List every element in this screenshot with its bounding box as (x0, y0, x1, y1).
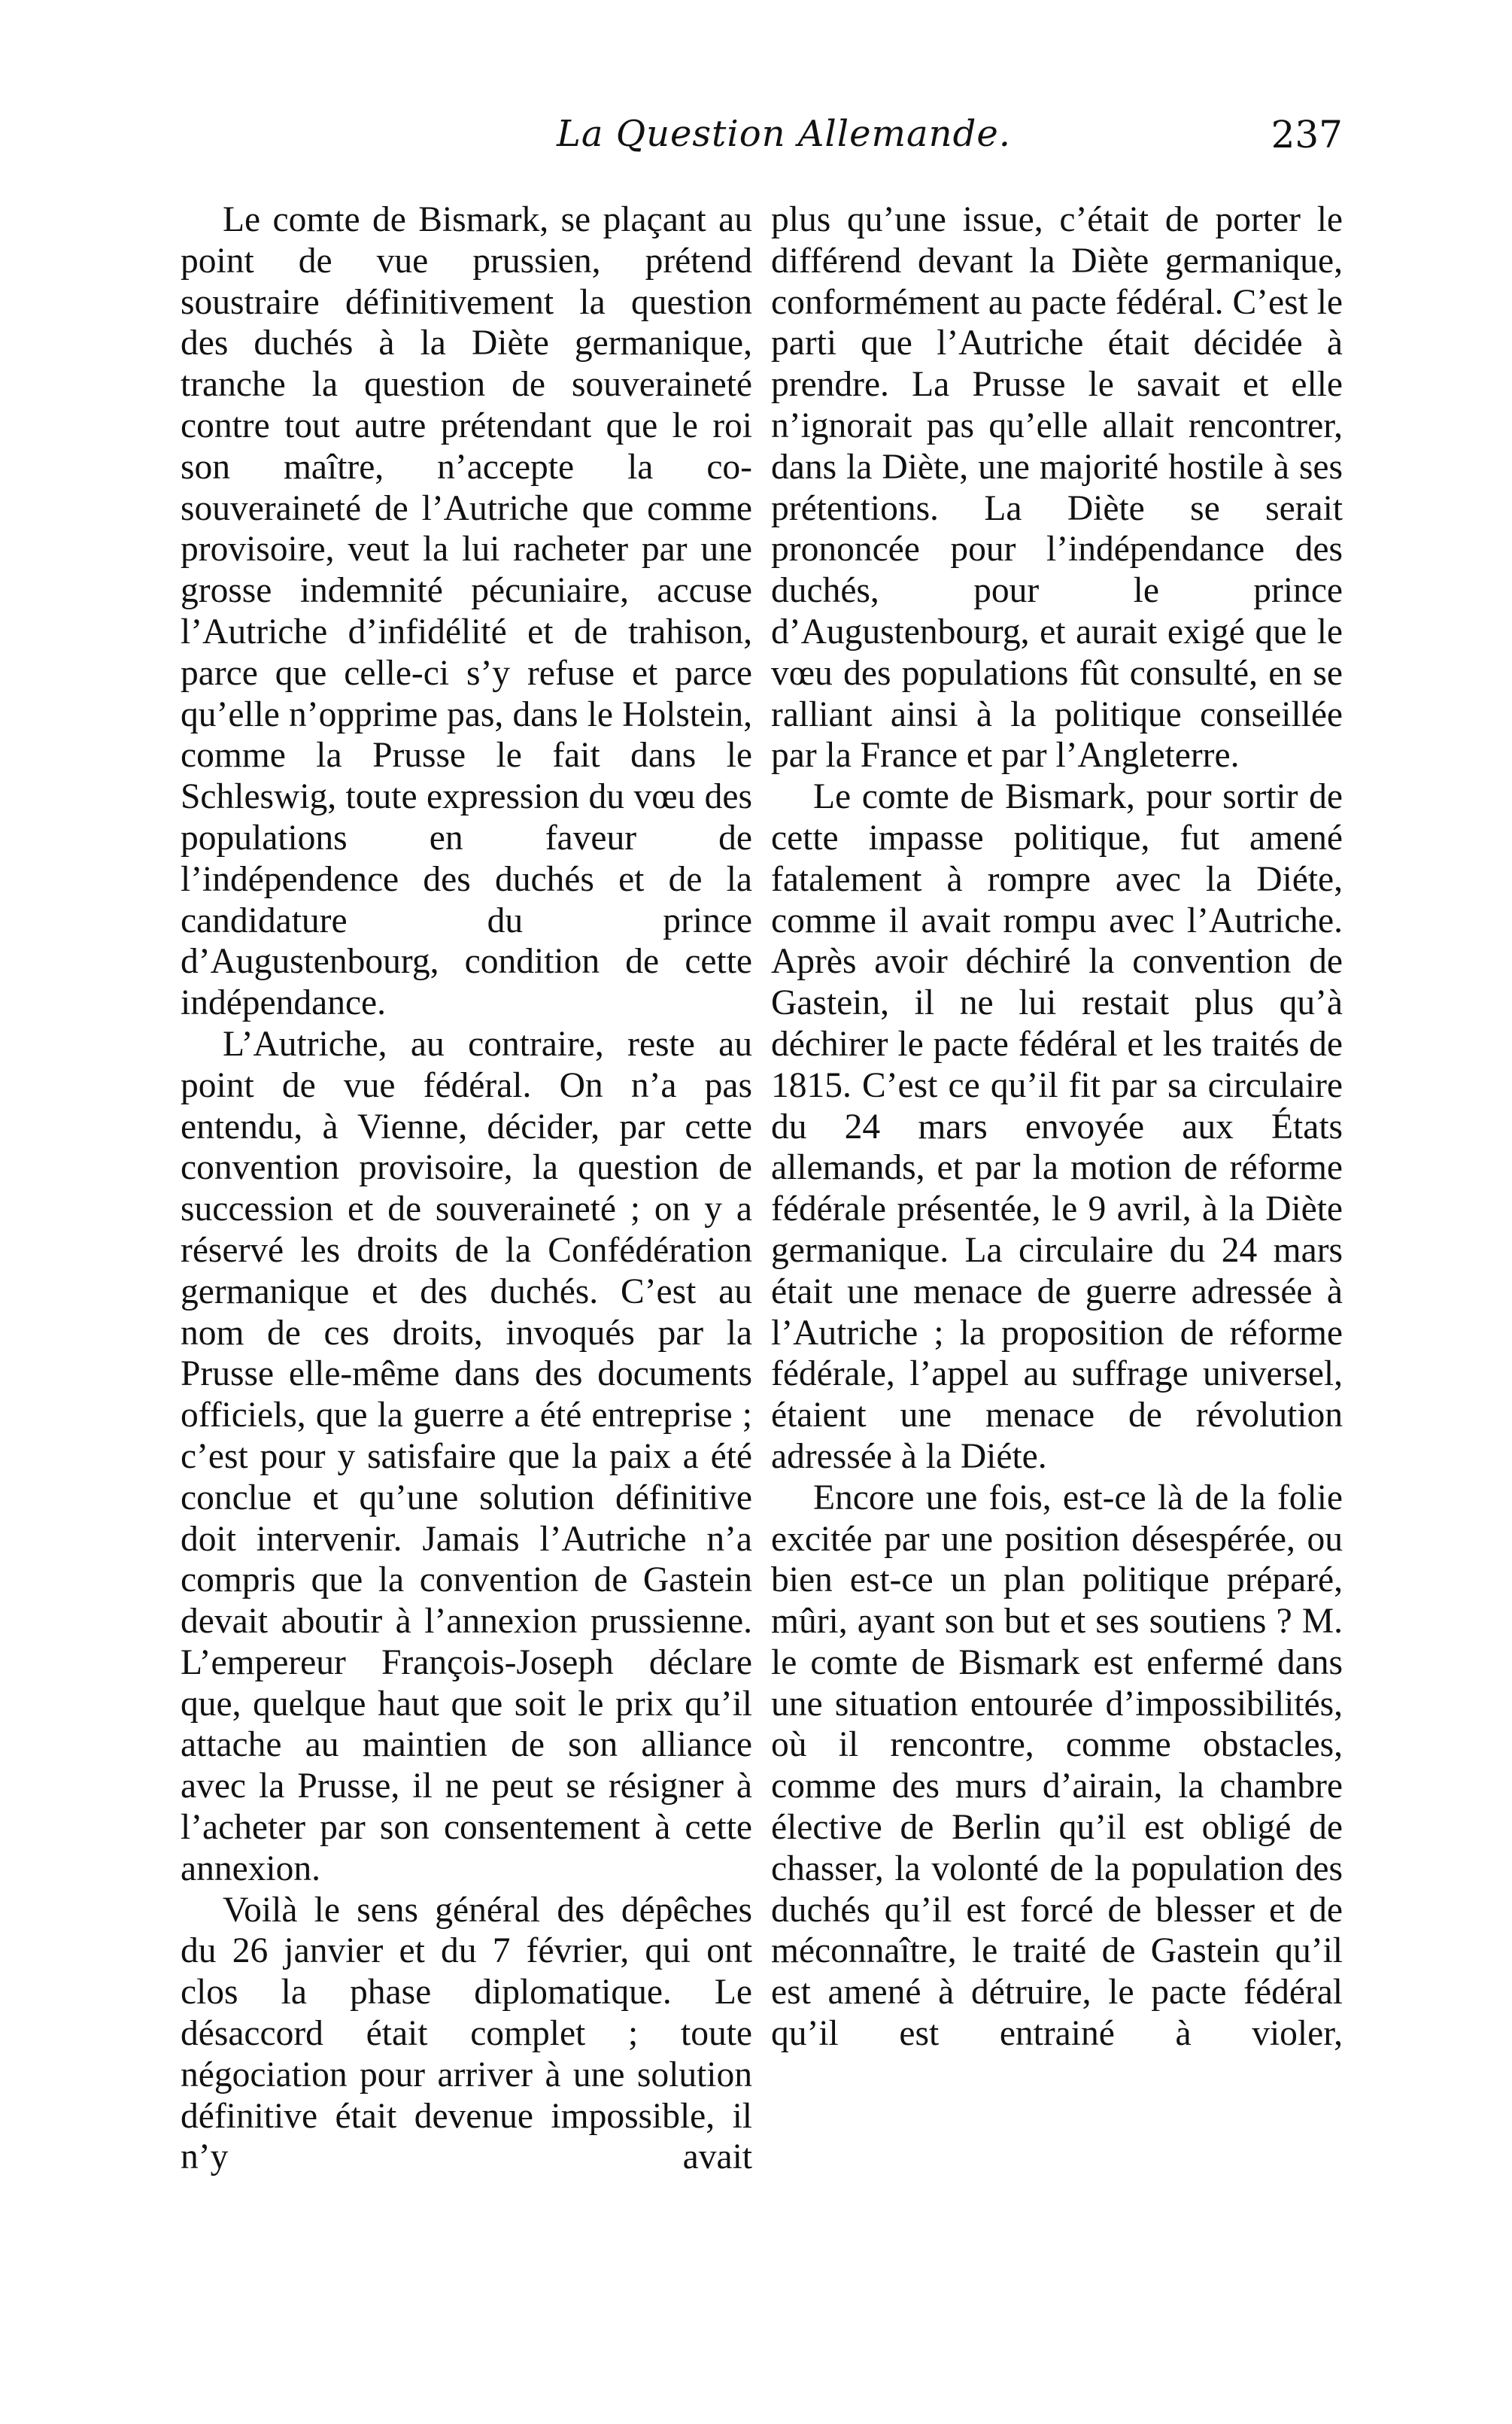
running-title: La Question Allemande. (557, 113, 1011, 155)
right-column (771, 199, 1343, 2055)
page-header (181, 113, 1343, 173)
paragraph: Encore une fois, est-ce là de la folie excitée par une position désespérée, ou bien est-ce un plan politique préparé, mûri, ayant son but et ses soutiens ? M. le comte de Bismark est enfermé dans une situation entourée d’impossibilités, où il rencontre, comme obstacles, comme des murs d’airain, la chambre élective de Berlin qu’il est obligé de chasser, la volonté de la population des duchés qu’il est forcé de blesser et de méconnaître, le traité de Gastein qu’il est amené à détruire, le pacte fédéral qu’il est entrainé à violer, (771, 1478, 1343, 2054)
left-column (181, 199, 752, 2178)
paragraph: Le comte de Bismark, se plaçant au point de vue prussien, prétend soustraire définitivement la question des duchés à la Diète germanique, tranche la question de souveraineté contre tout autre prétendant que le roi son maître, n’accepte la co-souveraineté de l’Autriche que comme provisoire, veut la lui racheter par une grosse indemnité pécuniaire, accuse l’Autriche d’infidélité et de trahison, parce que celle-ci s’y refuse et parce qu’elle n’opprime pas, dans le Holstein, comme la Prusse le fait dans le Schleswig, toute expression du vœu des populations en faveur de l’indépendence des duchés et de la candidature du prince d’Augustenbourg, condition de cette indépendance. (181, 200, 752, 1023)
page-number: 237 (1271, 113, 1343, 156)
paragraph: L’Autriche, au contraire, reste au point de vue fédéral. On n’a pas entendu, à Vienne, décider, par cette convention provisoire, la question de succession et de souveraineté ; on y a réservé les droits de la Confédération germanique et des duchés. C’est au nom de ces droits, invoqués par la Prusse elle-même dans des documents officiels, que la guerre a été entreprise ; c’est pour y satisfaire que la paix a été conclue et qu’une solution définitive doit intervenir. Jamais l’Autriche n’a compris que la convention de Gastein devait aboutir à l’annexion prussienne. L’empereur François-Joseph déclare que, quelque haut que soit le prix qu’il attache au maintien de son alliance avec la Prusse, il ne peut se résigner à l’acheter par son consentement à cette annexion. (181, 1024, 752, 1888)
paragraph: Le comte de Bismark, pour sortir de cette impasse politique, fut amené fatalement à rompre avec la Diéte, comme il avait rompu avec l’Autriche. Après avoir déchiré la convention de Gastein, il ne lui restait plus qu’à déchirer le pacte fédéral et les traités de 1815. C’est ce qu’il fit par sa circulaire du 24 mars envoyée aux États allemands, et par la motion de réforme fédérale présentée, le 9 avril, à la Diète germanique. La circulaire du 24 mars était une menace de guerre adressée à l’Autriche ; la proposition de réforme fédérale, l’appel au suffrage universel, étaient une menace de révolution adressée à la Diéte. (771, 777, 1343, 1476)
paragraph: Voilà le sens général des dépêches du 26 janvier et du 7 février, qui ont clos la phase diplomatique. Le désaccord était complet ; toute négociation pour arriver à une solution définitive était devenue impossible, il n’y avait (181, 1890, 752, 2177)
paragraph: plus qu’une issue, c’était de porter le différend devant la Diète germanique, conformément au pacte fédéral. C’est le parti que l’Autriche était décidée à prendre. La Prusse le savait et elle n’ignorait pas qu’elle allait rencontrer, dans la Diète, une majorité hostile à ses prétentions. La Diète se serait prononcée pour l’indépendance des duchés, pour le prince d’Augustenbourg, et aurait exigé que le vœu des populations fût consulté, en se ralliant ainsi à la politique conseillée par la France et par l’Angleterre. (771, 200, 1343, 776)
